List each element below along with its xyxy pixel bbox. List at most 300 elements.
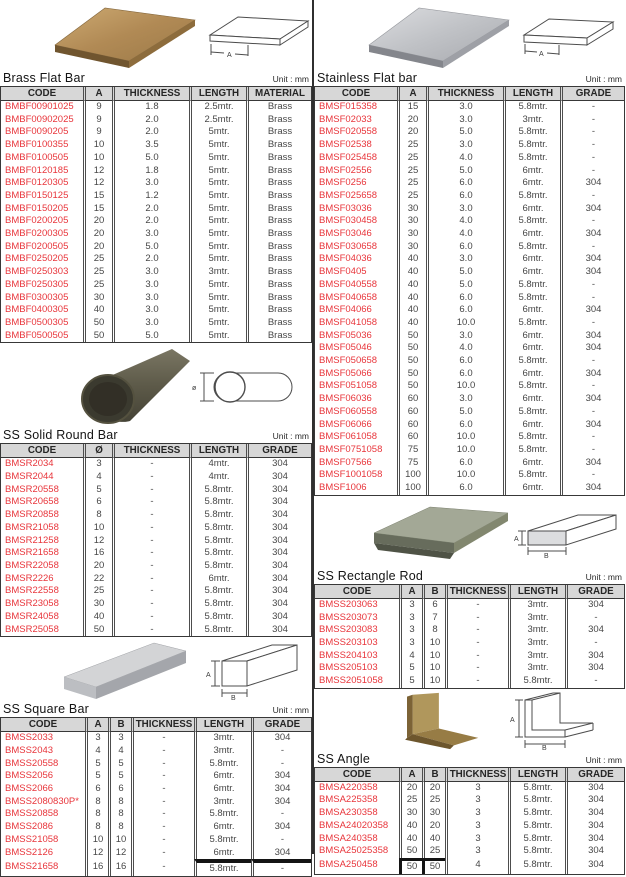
table-row [1,535,311,548]
table-row [1,484,311,497]
cell: 304 [251,770,311,783]
product-code: BMSS2051058 [319,675,383,687]
product-code: BMSF06036 [319,393,372,405]
product-code: BMSF0751058 [319,443,383,455]
product-code: BMSF015358 [319,101,378,112]
cell: 16 [85,859,108,876]
product-code: BMBF0100355 [5,139,69,151]
column-header-length: LENGTH [194,718,251,732]
cell: 40 [83,611,112,624]
product-code: BMSS2086 [5,821,54,833]
cell: 75 [397,457,426,470]
product-code: BMSF04036 [319,253,372,265]
table-row [315,650,624,663]
cell: 6.0 [426,355,503,368]
product-code: BMSA25025358 [319,845,389,857]
table-row [1,177,311,190]
cell: 40 [399,820,422,833]
table-row [315,215,624,228]
cell: 304 [246,624,311,637]
table-row [1,758,311,771]
cell: 304 [560,177,624,190]
cell: 3.0 [426,139,503,152]
cell: 5.0 [426,279,503,292]
product-code: BMBF0300305 [5,291,69,303]
product-code: BMSF060558 [319,405,378,417]
column-header-grade: GRADE [246,444,311,458]
cell: 3mtr. [508,637,565,650]
cell: 5mtr. [189,330,246,343]
cell: 15 [83,190,112,203]
table-row [315,794,624,807]
cell: 5.8mtr. [508,794,565,807]
cell: 4.0 [426,152,503,165]
cell: 3mtr. [508,612,565,625]
cell: 3.0 [112,177,189,190]
cell: - [560,165,624,178]
table-row [315,253,624,266]
stainless-media-row [314,0,625,70]
cell: 304 [246,471,311,484]
cell: 4.0 [426,342,503,355]
cell: 2.0 [112,126,189,139]
unit-label: Unit : mm [585,571,622,582]
cell: 3 [399,637,422,650]
cell: 15 [397,101,426,114]
product-code: BMSF02538 [319,139,372,151]
cell: 5.8mtr. [189,624,246,637]
square-bar-diagram-icon [206,639,306,701]
cell: 30 [397,215,426,228]
section-ss-square-bar [0,637,312,877]
product-code: BMSS203073 [319,611,378,623]
cell: 304 [246,535,311,548]
table-row [1,203,311,216]
table-row [1,126,311,139]
unit-label: Unit : mm [272,431,309,442]
cell: 5mtr. [189,126,246,139]
table-row [315,469,624,482]
cell: - [131,745,194,758]
product-code: BMBF00901025 [5,101,74,112]
cell: 5.0 [112,241,189,254]
cell: 5.8mtr. [189,547,246,560]
cell: 25 [397,190,426,203]
brass-title-row [0,70,312,86]
table-row [315,126,624,139]
product-code: BMSF040558 [319,278,378,290]
cell: 50 [397,380,426,393]
cell: 304 [560,368,624,381]
table-row [315,355,624,368]
cell: - [560,469,624,482]
table-row [1,139,311,152]
cell: 20 [399,782,422,795]
table-row [315,292,624,305]
cell: - [131,834,194,847]
cell: - [112,624,189,637]
cell: Brass [246,114,311,127]
table-row [1,458,311,471]
cell: 304 [565,845,624,858]
cell: - [445,637,508,650]
product-code: BMBF0250205 [5,253,69,265]
cell: 304 [246,560,311,573]
angle-bar-diagram-icon [509,692,619,750]
table-row [1,292,311,305]
cell: 6mtr. [503,457,560,470]
cell: 304 [246,598,311,611]
product-code: BMBF0090205 [5,126,69,138]
cell: 10.0 [426,431,503,444]
cell: 4 [83,471,112,484]
cell: 5.8mtr. [189,560,246,573]
cell: 40 [397,266,426,279]
table-row [1,114,311,127]
table-row [315,482,624,495]
product-code: BMBF00902025 [5,113,74,125]
table-row [1,783,311,796]
section-title: Brass Flat Bar [3,71,85,85]
cell: 4 [85,745,108,758]
column-header-length: LENGTH [189,444,246,458]
cell: - [112,560,189,573]
ss-square-bar-table [0,717,312,877]
cell: 6.0 [426,457,503,470]
section-stainless-flat-bar [314,0,625,496]
cell: 25 [83,253,112,266]
cell: - [251,745,311,758]
table-row [1,279,311,292]
cell: 12 [83,177,112,190]
cell: Brass [246,152,311,165]
column-header-length: LENGTH [503,87,560,101]
cell: 3.0 [426,393,503,406]
cell: 5mtr. [189,279,246,292]
cell: 10.0 [426,380,503,393]
svg-text:B: B [231,695,236,703]
cell: Brass [246,304,311,317]
product-code: BMSR25058 [5,623,59,635]
round-title-row [0,427,312,443]
cell: 5mtr. [189,215,246,228]
cell: 8 [85,808,108,821]
cell: 10 [83,139,112,152]
cell: Brass [246,228,311,241]
product-code: BMSF07566 [319,456,372,468]
cell: 304 [560,203,624,216]
cell: 30 [83,598,112,611]
cell: - [112,547,189,560]
cell: 4mtr. [189,471,246,484]
product-code: BMSR2226 [5,572,54,584]
cell: 304 [560,304,624,317]
cell: 5.8mtr. [503,241,560,254]
cell: - [445,612,508,625]
cell: 5.8mtr. [503,279,560,292]
table-row [1,573,311,586]
cell: 304 [246,496,311,509]
product-code: BMSF061058 [319,431,378,443]
cell: - [112,585,189,598]
cell: 3.0 [112,228,189,241]
cell: 5.8mtr. [503,444,560,457]
table-row [1,241,311,254]
cell: 75 [397,444,426,457]
cell: 30 [397,241,426,254]
table-row [1,808,311,821]
cell: 4mtr. [189,458,246,471]
cell: 25 [399,794,422,807]
table-row [1,317,311,330]
product-code: BMBF0100505 [5,151,69,163]
cell: 5.0 [426,406,503,419]
cell: 25 [83,585,112,598]
column-header-thickness: THICKNESS [112,87,189,101]
product-code: BMSF02033 [319,113,372,125]
column-header-length: LENGTH [508,768,565,782]
cell: 304 [565,662,624,675]
cell: 5.8mtr. [503,406,560,419]
product-code: BMSS2043 [5,744,54,756]
angle-title-row [314,751,625,767]
cell: 304 [560,266,624,279]
table-row [315,139,624,152]
cell: - [445,662,508,675]
cell: 12 [108,847,131,860]
product-code: BMBF0150125 [5,189,69,201]
cell: 5.8mtr. [508,807,565,820]
cell: 6.0 [426,482,503,495]
table-row [315,637,624,650]
column-header-b: B [422,768,445,782]
cell: 8 [108,808,131,821]
cell: 304 [251,847,311,860]
table-row [1,611,311,624]
table-row [1,732,311,745]
cell: - [560,292,624,305]
cell: - [560,317,624,330]
cell: 6mtr. [503,393,560,406]
flat-bar-diagram-icon [519,11,619,61]
cell: 6mtr. [503,482,560,495]
product-code: BMSF030458 [319,215,378,227]
cell: 25 [422,845,445,858]
cell: 5mtr. [189,152,246,165]
cell: Brass [246,101,311,114]
cell: 4.0 [426,215,503,228]
cell: 5.8mtr. [508,858,565,874]
cell: Brass [246,279,311,292]
column-header-code: CODE [315,87,397,101]
cell: 40 [399,833,422,846]
cell: 40 [397,317,426,330]
product-code: BMSS203103 [319,636,378,648]
product-code: BMSF025658 [319,189,378,201]
cell: 3 [399,624,422,637]
column-header--: Ø [83,444,112,458]
cell: - [445,650,508,663]
table-row [1,859,311,876]
svg-text:A: A [539,51,544,58]
table-row [1,152,311,165]
cell: 5.0 [112,330,189,343]
product-code: BMBF0120185 [5,164,69,176]
cell: 1.8 [112,165,189,178]
product-code: BMSF050658 [319,355,378,367]
svg-text:B: B [542,744,547,752]
cell: - [251,808,311,821]
cell: 3 [445,807,508,820]
cell: 5.0 [426,165,503,178]
cell: 5.8mtr. [194,859,251,876]
product-code: BMSS2080830P* [5,795,79,807]
product-code: BMSS21058 [5,833,59,845]
product-code: BMBF0200505 [5,240,69,252]
cell: 5mtr. [189,317,246,330]
cell: - [560,380,624,393]
product-code: BMSS20558 [5,757,59,769]
cell: 5.8mtr. [189,585,246,598]
cell: 3.0 [112,279,189,292]
cell: 6mtr. [503,330,560,343]
cell: - [131,796,194,809]
rect-media-row [314,496,625,568]
table-row [1,560,311,573]
cell: 8 [83,509,112,522]
cell: 20 [83,560,112,573]
cell: 3mtr. [503,114,560,127]
cell: 5.8mtr. [189,598,246,611]
cell: 3.0 [112,266,189,279]
cell: 6mtr. [503,304,560,317]
product-code: BMSR22058 [5,559,59,571]
cell: - [560,406,624,419]
cell: 5mtr. [189,292,246,305]
cell: 5mtr. [189,304,246,317]
product-code: BMSR24058 [5,610,59,622]
cell: 304 [560,482,624,495]
table-row [315,279,624,292]
cell: - [560,215,624,228]
table-row [315,152,624,165]
cell: - [560,152,624,165]
cell: 5mtr. [189,241,246,254]
svg-text:B: B [544,552,549,560]
product-code: BMBF0120305 [5,177,69,189]
angle-bar-photo [378,691,496,751]
cell: 30 [83,292,112,305]
product-code: BMSR20858 [5,509,59,521]
cell: 15 [83,203,112,216]
table-row [315,241,624,254]
table-row [315,820,624,833]
product-code: BMSS203063 [319,598,378,610]
svg-text:A: A [514,535,519,543]
cell: 304 [565,599,624,612]
cell: 50 [397,330,426,343]
cell: - [112,535,189,548]
cell: 6mtr. [503,253,560,266]
cell: 2.5mtr. [189,114,246,127]
table-row [315,177,624,190]
cell: - [560,126,624,139]
cell: 12 [83,165,112,178]
cell: 5mtr. [189,203,246,216]
product-code: BMSF1001058 [319,469,383,481]
rect-title-row [314,568,625,584]
cell: 22 [83,573,112,586]
cell: 304 [246,547,311,560]
column-header-a: A [83,87,112,101]
section-title: SS Square Bar [3,702,89,717]
cell: 5.8mtr. [189,484,246,497]
cell: 3 [445,845,508,858]
unit-label: Unit : mm [585,74,622,84]
cell: 6mtr. [503,228,560,241]
cell: - [131,758,194,771]
cell: 6 [108,783,131,796]
cell: Brass [246,253,311,266]
table-row [315,612,624,625]
cell: 5.8mtr. [189,535,246,548]
cell: - [565,612,624,625]
cell: 304 [560,457,624,470]
stainless-flat-bar-photo [358,3,518,69]
cell: 30 [397,228,426,241]
cell: 3 [445,782,508,795]
cell: 3mtr. [508,650,565,663]
cell: 5.8mtr. [503,190,560,203]
svg-text:A: A [206,672,211,680]
table-header-row [315,585,624,599]
column-header-grade: GRADE [565,585,624,599]
table-row [315,845,624,858]
product-code: BMBF0200305 [5,228,69,240]
cell: 100 [397,469,426,482]
table-header-row [315,768,624,782]
cell: 16 [83,547,112,560]
brass-flat-bar-photo [44,3,204,69]
table-row [315,304,624,317]
rectangle-rod-photo [364,501,514,565]
section-ss-solid-round-bar [0,343,312,637]
cell: 25 [397,152,426,165]
rectangle-rod-diagram-icon [514,507,626,559]
cell: 25 [83,266,112,279]
cell: 4.0 [426,228,503,241]
section-brass-flat-bar [0,0,312,343]
cell: 40 [397,304,426,317]
cell: 6.0 [426,190,503,203]
cell: 5 [108,770,131,783]
cell: 60 [397,431,426,444]
cell: 30 [422,807,445,820]
cell: 5 [83,484,112,497]
cell: 9 [83,101,112,114]
cell: 5.8mtr. [503,292,560,305]
product-code: BMSF03046 [319,228,372,240]
round-bar-photo [68,347,190,425]
product-code: BMSS2033 [5,732,54,744]
cell: 3mtr. [508,624,565,637]
cell: 12 [83,535,112,548]
table-row [315,782,624,795]
column-header-thickness: THICKNESS [445,585,508,599]
cell: 3mtr. [194,732,251,745]
round-bar-diagram-icon [190,364,296,408]
cell: - [560,114,624,127]
